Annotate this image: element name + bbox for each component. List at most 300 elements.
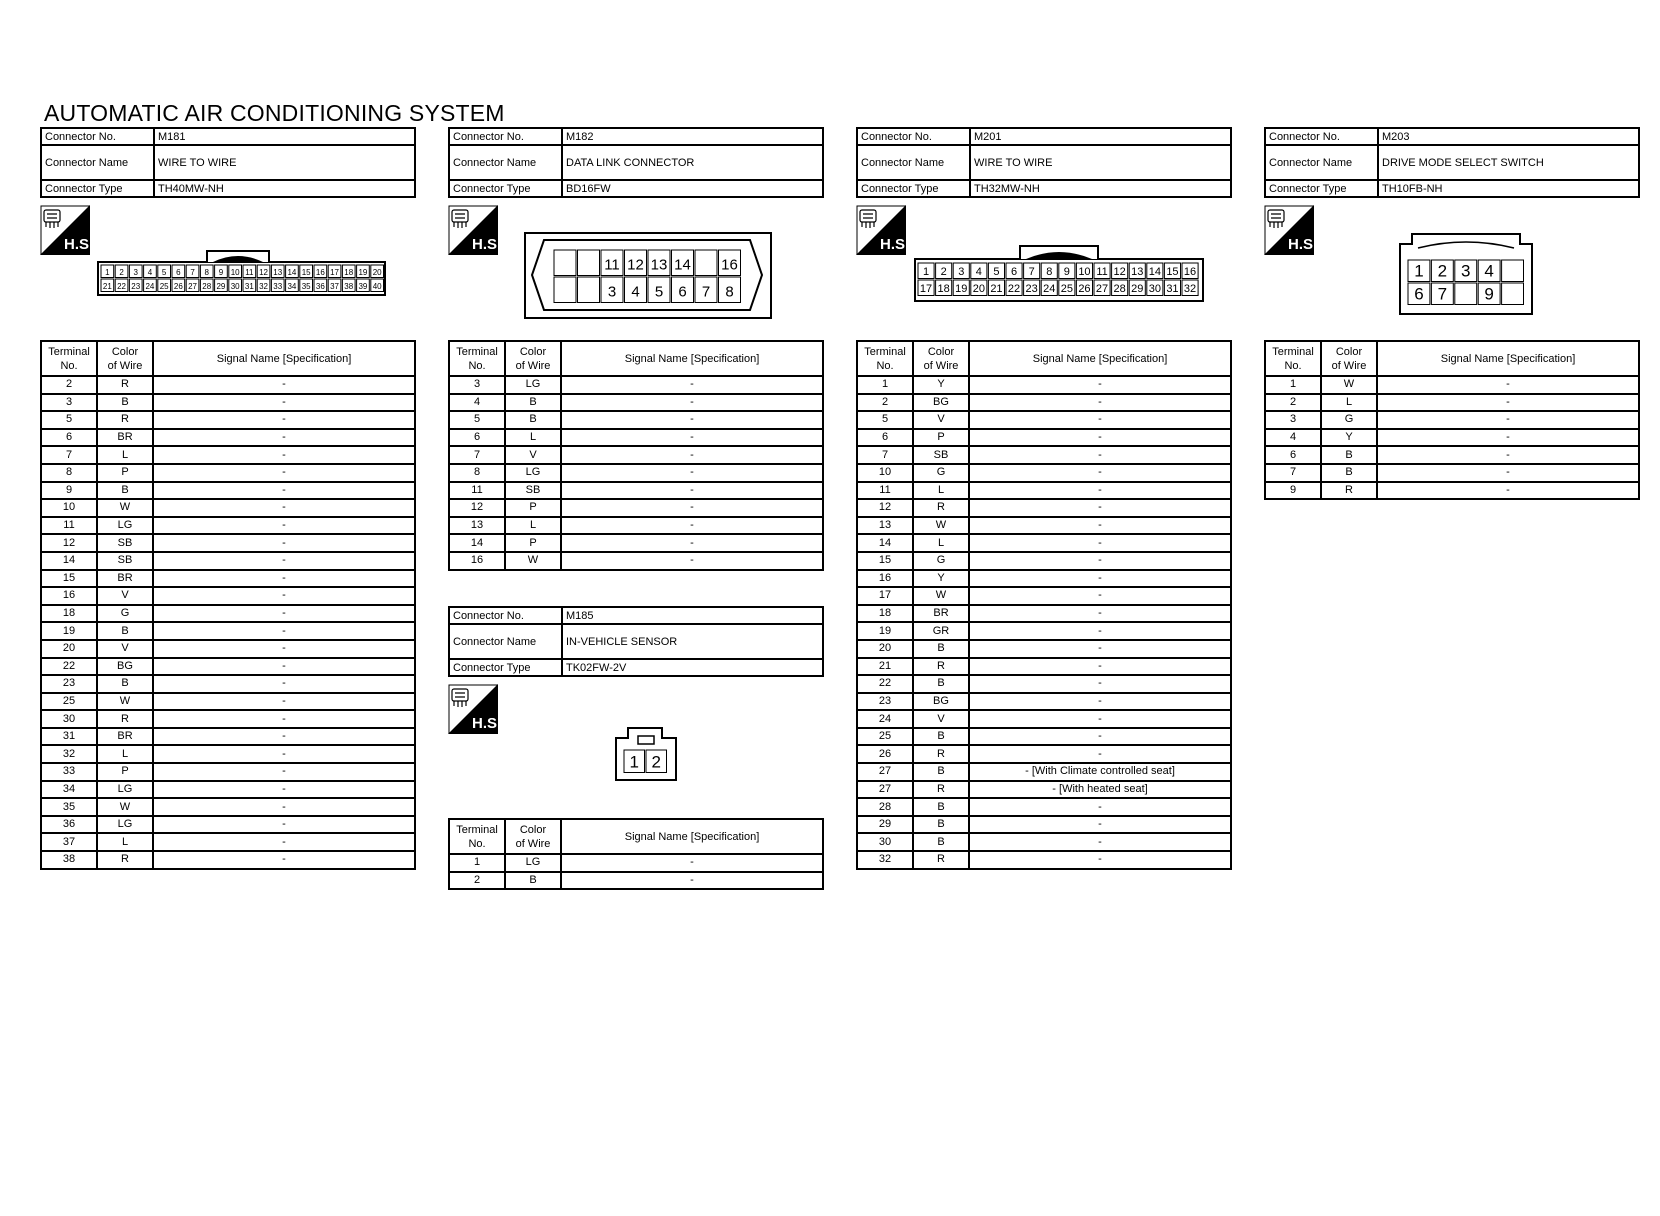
connector-type-value: TH32MW-NH xyxy=(970,180,1231,197)
wire-color-header xyxy=(505,819,561,854)
wire-color-cell: W xyxy=(505,552,561,570)
wire-color-cell: R xyxy=(913,781,969,799)
terminal-no-cell: 7 xyxy=(41,446,97,464)
signal-name-cell: - xyxy=(561,534,823,552)
pin-label: 7 xyxy=(190,268,195,278)
pin-label: 8 xyxy=(725,283,734,301)
terminal-no-cell: 2 xyxy=(41,376,97,394)
wire-color-cell: V xyxy=(505,446,561,464)
terminal-no-cell: 37 xyxy=(41,833,97,851)
wire-color-cell: B xyxy=(97,394,153,412)
table-row xyxy=(449,552,823,570)
header-no: No. xyxy=(468,359,486,372)
wire-color-cell: G xyxy=(97,605,153,623)
signal-name-cell: - xyxy=(969,446,1231,464)
pin-label: 33 xyxy=(273,282,283,292)
pin-label: 22 xyxy=(1007,283,1021,296)
wire-color-cell: B xyxy=(505,411,561,429)
signal-name-cell: - xyxy=(561,446,823,464)
table-row xyxy=(1265,482,1639,500)
pin-label: 6 xyxy=(1010,266,1018,279)
terminal-no-cell: 1 xyxy=(857,376,913,394)
signal-name-cell: - xyxy=(1377,464,1639,482)
table-row xyxy=(857,394,1231,412)
wire-color-cell: P xyxy=(505,534,561,552)
pin-label: 2 xyxy=(119,268,124,278)
hs-icon xyxy=(448,205,502,255)
table-row xyxy=(41,833,415,851)
hs-badge-graphic xyxy=(856,205,910,255)
wire-color-cell: SB xyxy=(97,534,153,552)
pin-label: 16 xyxy=(721,256,738,274)
wire-color-cell: R xyxy=(97,411,153,429)
wire-color-cell: Y xyxy=(913,376,969,394)
table-row xyxy=(41,658,415,676)
terminal-no-header xyxy=(449,341,505,376)
wire-color-cell: LG xyxy=(97,781,153,799)
table-row xyxy=(41,851,415,869)
signal-name-cell: - xyxy=(969,376,1231,394)
connector-type-label: Connector Type xyxy=(41,180,154,197)
header-no: No. xyxy=(876,359,894,372)
hs-icon xyxy=(40,205,94,255)
table-row xyxy=(857,499,1231,517)
table-row xyxy=(449,482,823,500)
pin-label: 8 xyxy=(204,268,209,278)
connector-name-value: DRIVE MODE SELECT SWITCH xyxy=(1378,145,1639,180)
pin-label: 4 xyxy=(147,268,153,278)
pin-label: 16 xyxy=(1183,266,1197,279)
pin-label: 20 xyxy=(372,268,382,278)
signal-name-cell: - xyxy=(561,376,823,394)
pin-label: 19 xyxy=(358,268,368,278)
wire-color-cell: LG xyxy=(505,854,561,872)
pin-label: 11 xyxy=(1096,266,1108,279)
header-terminal: Terminal xyxy=(1272,345,1314,358)
table-row xyxy=(857,675,1231,693)
pin-label: 6 xyxy=(176,268,181,278)
signal-name-cell: - xyxy=(153,833,415,851)
table-row xyxy=(857,446,1231,464)
pin-label: 26 xyxy=(173,282,183,292)
connector-no-label: Connector No. xyxy=(449,128,562,145)
table-row xyxy=(449,394,823,412)
wire-color-cell: R xyxy=(97,710,153,728)
terminal-no-header xyxy=(41,341,97,376)
pin-label: 28 xyxy=(202,282,212,292)
wire-color-header xyxy=(1321,341,1377,376)
terminal-no-cell: 5 xyxy=(857,411,913,429)
terminal-no-cell: 10 xyxy=(857,464,913,482)
signal-name-cell: - xyxy=(969,851,1231,869)
pin-label: 38 xyxy=(344,282,354,292)
pin-label: 9 xyxy=(218,268,224,278)
table-row xyxy=(41,710,415,728)
wire-color-cell: W xyxy=(913,587,969,605)
wire-color-cell: B xyxy=(97,675,153,693)
header-terminal: Terminal xyxy=(48,345,90,358)
signal-name-cell: - xyxy=(1377,482,1639,500)
signal-name-cell: - xyxy=(969,517,1231,535)
pin-label: 29 xyxy=(1131,283,1144,296)
wire-color-cell: V xyxy=(97,640,153,658)
pin-cell xyxy=(1455,283,1477,305)
wire-color-cell: SB xyxy=(913,446,969,464)
signal-name-header: Signal Name [Specification] xyxy=(561,819,823,854)
signal-name-header: Signal Name [Specification] xyxy=(1377,341,1639,376)
signal-name-cell: - xyxy=(153,622,415,640)
table-row xyxy=(857,816,1231,834)
wire-color-cell: B xyxy=(913,675,969,693)
pin-label: 3 xyxy=(607,283,617,301)
hand-icon xyxy=(44,210,60,228)
wire-color-cell: L xyxy=(1321,394,1377,412)
pin-label: 13 xyxy=(1131,266,1144,279)
terminal-table-m181-wrap xyxy=(40,340,416,870)
connector-type-value: TH40MW-NH xyxy=(154,180,415,197)
header-color: Color xyxy=(927,345,955,358)
wire-color-cell: BR xyxy=(97,570,153,588)
pin-label: 30 xyxy=(230,282,240,292)
table-row xyxy=(449,464,823,482)
wire-color-cell: B xyxy=(97,622,153,640)
pin-label: 17 xyxy=(919,283,933,296)
signal-name-cell: - xyxy=(1377,376,1639,394)
connector-name-label: Connector Name xyxy=(857,145,970,180)
signal-name-cell: - xyxy=(969,411,1231,429)
pin-label: 14 xyxy=(1148,266,1161,279)
pin-label: 26 xyxy=(1078,283,1091,296)
table-row xyxy=(41,640,415,658)
signal-name-cell: - xyxy=(969,482,1231,500)
pin-label: 11 xyxy=(245,268,254,278)
hs-badge-graphic xyxy=(448,684,502,734)
signal-name-cell: - xyxy=(153,570,415,588)
pin-label: 36 xyxy=(315,282,325,292)
pin-label: 25 xyxy=(159,282,169,292)
wire-color-cell: P xyxy=(97,763,153,781)
wire-color-cell: R xyxy=(913,499,969,517)
signal-name-cell: - xyxy=(969,798,1231,816)
wire-color-cell: L xyxy=(97,745,153,763)
connector-info-table xyxy=(40,127,416,198)
terminal-no-cell: 3 xyxy=(41,394,97,412)
terminal-no-cell: 14 xyxy=(449,534,505,552)
connector-no-label: Connector No. xyxy=(449,607,562,624)
signal-name-cell: - xyxy=(153,552,415,570)
table-row xyxy=(857,552,1231,570)
signal-name-cell: - xyxy=(969,534,1231,552)
wire-color-cell: LG xyxy=(505,376,561,394)
terminal-no-cell: 22 xyxy=(857,675,913,693)
signal-name-cell: - xyxy=(153,693,415,711)
connector-no-value: M201 xyxy=(970,128,1231,145)
table-row xyxy=(857,728,1231,746)
signal-name-cell: - xyxy=(561,499,823,517)
connector-no-value: M182 xyxy=(562,128,823,145)
connector-diagram-m203 xyxy=(1398,232,1534,316)
signal-name-cell: - xyxy=(153,376,415,394)
terminal-header-row xyxy=(857,341,1231,376)
table-row xyxy=(857,482,1231,500)
terminal-no-cell: 8 xyxy=(41,464,97,482)
wire-color-cell: GR xyxy=(913,622,969,640)
signal-name-cell: - xyxy=(153,728,415,746)
table-row xyxy=(41,622,415,640)
table-row xyxy=(41,816,415,834)
terminal-no-cell: 13 xyxy=(449,517,505,535)
signal-name-cell: - xyxy=(153,763,415,781)
header-of-wire: of Wire xyxy=(515,837,551,850)
header-terminal: Terminal xyxy=(864,345,906,358)
pin-label: 13 xyxy=(650,256,668,274)
terminal-no-cell: 6 xyxy=(857,429,913,447)
signal-name-header: Signal Name [Specification] xyxy=(969,341,1231,376)
pin-cell xyxy=(1502,260,1524,282)
connector-type-value: TH10FB-NH xyxy=(1378,180,1639,197)
pin-label: 5 xyxy=(654,283,664,301)
wire-color-cell: L xyxy=(505,517,561,535)
terminal-no-cell: 14 xyxy=(857,534,913,552)
pin-label: 13 xyxy=(273,268,283,278)
pin-cell xyxy=(554,277,576,303)
terminal-no-header xyxy=(449,819,505,854)
wire-color-cell: B xyxy=(505,872,561,890)
pin-label: 14 xyxy=(674,256,691,274)
connector-no-value: M181 xyxy=(154,128,415,145)
pin-label: 5 xyxy=(161,268,167,278)
pin-label: 40 xyxy=(372,282,382,292)
signal-name-cell: - xyxy=(969,816,1231,834)
terminal-no-cell: 18 xyxy=(41,605,97,623)
terminal-no-cell: 12 xyxy=(449,499,505,517)
pin-label: 27 xyxy=(1095,283,1109,296)
terminal-no-cell: 25 xyxy=(857,728,913,746)
wire-color-cell: B xyxy=(913,833,969,851)
pin-label: 7 xyxy=(1028,266,1035,279)
table-row xyxy=(1265,464,1639,482)
terminal-no-cell: 15 xyxy=(857,552,913,570)
pin-label: 4 xyxy=(631,283,640,301)
pin-cell xyxy=(578,277,600,303)
terminal-no-cell: 29 xyxy=(857,816,913,834)
table-row xyxy=(41,534,415,552)
signal-name-cell: - xyxy=(969,640,1231,658)
connector-block-m182 xyxy=(448,127,824,198)
terminal-no-cell: 18 xyxy=(857,605,913,623)
pin-label: 10 xyxy=(230,268,240,278)
wire-color-cell: G xyxy=(913,464,969,482)
table-row xyxy=(449,446,823,464)
wire-color-cell: SB xyxy=(97,552,153,570)
wire-color-cell: G xyxy=(1321,411,1377,429)
connector-info-table xyxy=(1264,127,1640,198)
header-color: Color xyxy=(111,345,139,358)
header-of-wire: of Wire xyxy=(1331,359,1367,372)
table-row xyxy=(41,605,415,623)
pin-label: 12 xyxy=(627,256,644,274)
connector-no-label: Connector No. xyxy=(1265,128,1378,145)
table-row xyxy=(41,429,415,447)
pin-label: 14 xyxy=(287,268,297,278)
wire-color-cell: P xyxy=(913,429,969,447)
wire-color-cell: BR xyxy=(97,728,153,746)
signal-name-cell: - xyxy=(969,570,1231,588)
terminal-no-cell: 27 xyxy=(857,763,913,781)
wire-color-cell: V xyxy=(97,587,153,605)
terminal-no-cell: 4 xyxy=(449,394,505,412)
table-row xyxy=(41,728,415,746)
pin-label: 22 xyxy=(117,282,127,292)
pin-label: 32 xyxy=(259,282,269,292)
signal-name-cell: - xyxy=(153,429,415,447)
wire-color-cell: R xyxy=(97,376,153,394)
terminal-no-cell: 1 xyxy=(1265,376,1321,394)
pin-label: 3 xyxy=(958,266,965,279)
terminal-no-cell: 5 xyxy=(41,411,97,429)
wire-color-cell: W xyxy=(97,693,153,711)
pin-label: 23 xyxy=(1025,283,1038,296)
terminal-no-cell: 10 xyxy=(41,499,97,517)
signal-name-cell: - xyxy=(153,446,415,464)
terminal-no-cell: 6 xyxy=(1265,446,1321,464)
wire-color-cell: LG xyxy=(97,517,153,535)
signal-name-cell: - [With Climate controlled seat] xyxy=(969,763,1231,781)
pin-label: 27 xyxy=(188,282,198,292)
header-color: Color xyxy=(1335,345,1363,358)
pin-label: 34 xyxy=(287,282,297,292)
signal-name-cell: - xyxy=(153,605,415,623)
pin-label: 1 xyxy=(105,268,110,278)
table-row xyxy=(449,517,823,535)
hs-label: H.S. xyxy=(1288,236,1318,253)
terminal-table-m182-wrap xyxy=(448,340,824,571)
terminal-no-cell: 14 xyxy=(41,552,97,570)
signal-name-cell: - xyxy=(969,745,1231,763)
wire-color-cell: B xyxy=(913,640,969,658)
signal-name-cell: - xyxy=(1377,394,1639,412)
wire-color-cell: W xyxy=(97,798,153,816)
signal-name-cell: - xyxy=(561,854,823,872)
wire-color-header xyxy=(505,341,561,376)
signal-name-header: Signal Name [Specification] xyxy=(153,341,415,376)
table-row xyxy=(857,411,1231,429)
table-row xyxy=(857,622,1231,640)
connector-diagram-m185 xyxy=(614,726,678,782)
table-row xyxy=(857,464,1231,482)
table-row xyxy=(857,798,1231,816)
terminal-no-cell: 34 xyxy=(41,781,97,799)
terminal-no-cell: 28 xyxy=(857,798,913,816)
connector-type-label: Connector Type xyxy=(1265,180,1378,197)
table-row xyxy=(857,534,1231,552)
table-row xyxy=(857,851,1231,869)
terminal-no-header xyxy=(1265,341,1321,376)
terminal-no-cell: 33 xyxy=(41,763,97,781)
wire-color-cell: W xyxy=(913,517,969,535)
pin-label: 9 xyxy=(1484,284,1494,304)
signal-name-cell: - xyxy=(561,394,823,412)
terminal-no-cell: 31 xyxy=(41,728,97,746)
hand-icon xyxy=(452,689,468,707)
wire-color-header xyxy=(97,341,153,376)
connector-diagram-m201 xyxy=(914,243,1204,303)
signal-name-cell: - xyxy=(153,781,415,799)
pin-label: 15 xyxy=(301,268,311,278)
pin-label: 23 xyxy=(131,282,141,292)
terminal-no-cell: 11 xyxy=(857,482,913,500)
table-row xyxy=(857,640,1231,658)
terminal-no-cell: 8 xyxy=(449,464,505,482)
table-row xyxy=(41,482,415,500)
table-row xyxy=(41,570,415,588)
pin-label: 15 xyxy=(1166,266,1179,279)
signal-name-cell: - xyxy=(969,710,1231,728)
wire-color-cell: L xyxy=(97,833,153,851)
wire-color-cell: B xyxy=(913,816,969,834)
wire-color-cell: L xyxy=(97,446,153,464)
table-row xyxy=(857,517,1231,535)
signal-name-cell: - xyxy=(969,464,1231,482)
table-row xyxy=(41,376,415,394)
signal-name-cell: - xyxy=(153,745,415,763)
pin-cell xyxy=(695,250,717,276)
wire-color-cell: W xyxy=(1321,376,1377,394)
wire-color-cell: BG xyxy=(97,658,153,676)
terminal-no-cell: 3 xyxy=(1265,411,1321,429)
terminal-no-cell: 32 xyxy=(41,745,97,763)
connector-block-m201 xyxy=(856,127,1232,198)
signal-name-cell: - xyxy=(561,482,823,500)
hs-icon xyxy=(448,684,502,734)
terminal-no-cell: 12 xyxy=(41,534,97,552)
table-row xyxy=(857,745,1231,763)
wire-color-cell: B xyxy=(505,394,561,412)
hs-icon xyxy=(1264,205,1318,255)
wire-color-cell: L xyxy=(913,482,969,500)
table-row xyxy=(449,429,823,447)
connector-no-value: M203 xyxy=(1378,128,1639,145)
signal-name-cell: - xyxy=(153,658,415,676)
terminal-table xyxy=(448,340,824,571)
table-row xyxy=(857,376,1231,394)
table-row xyxy=(41,781,415,799)
pin-label: 29 xyxy=(216,282,226,292)
table-row xyxy=(41,675,415,693)
terminal-no-cell: 32 xyxy=(857,851,913,869)
wire-color-cell: L xyxy=(913,534,969,552)
connector-block-m181 xyxy=(40,127,416,198)
signal-name-cell: - xyxy=(153,816,415,834)
table-row xyxy=(449,872,823,890)
signal-name-cell: - xyxy=(153,587,415,605)
connector-diagram-m182 xyxy=(524,232,772,320)
pin-cell xyxy=(578,250,600,276)
table-row xyxy=(1265,446,1639,464)
hs-icon xyxy=(856,205,910,255)
signal-name-cell: - xyxy=(153,640,415,658)
signal-name-cell: - xyxy=(1377,446,1639,464)
terminal-no-cell: 4 xyxy=(1265,429,1321,447)
pin-label: 4 xyxy=(975,266,982,279)
pin-label: 2 xyxy=(1437,261,1448,281)
hand-icon xyxy=(452,210,468,228)
terminal-no-cell: 6 xyxy=(41,429,97,447)
table-row xyxy=(1265,376,1639,394)
pin-label: 5 xyxy=(993,266,1000,279)
signal-name-cell: - xyxy=(969,587,1231,605)
signal-name-cell: - xyxy=(969,658,1231,676)
